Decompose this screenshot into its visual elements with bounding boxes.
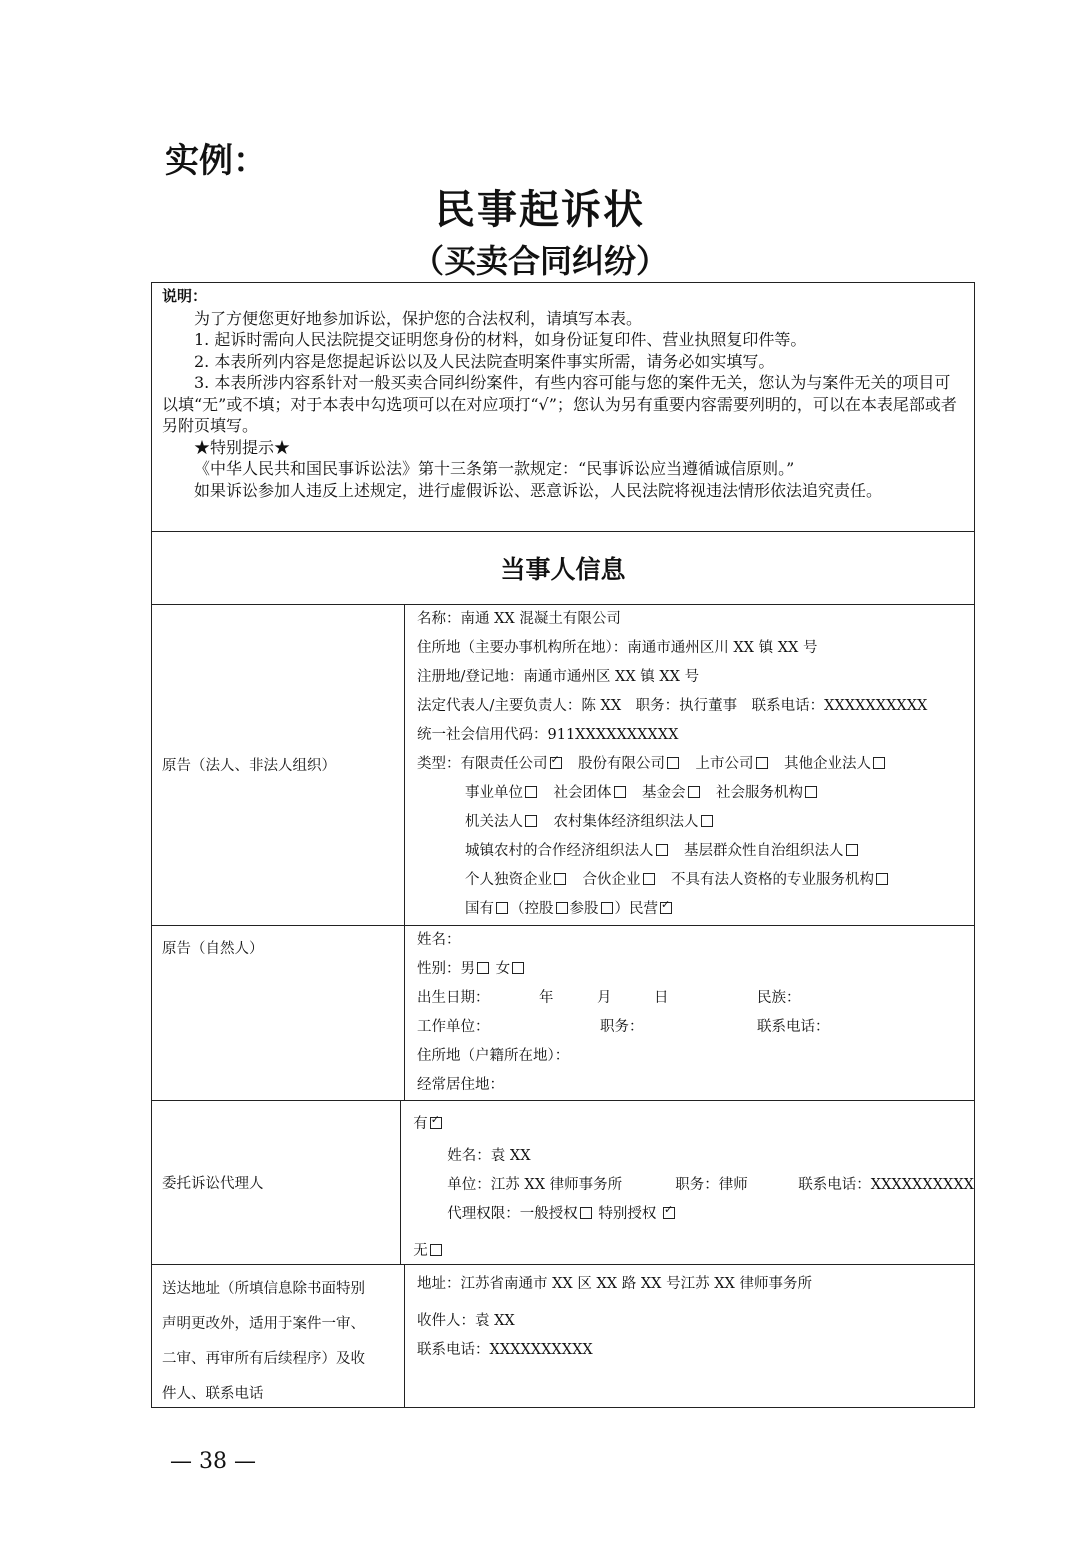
person-employer-line: 工作单位： 职务： 联系电话：: [417, 1019, 830, 1035]
org-type-option-label: 上市公司: [695, 756, 754, 772]
service-phone: 联系电话：XXXXXXXXXX: [417, 1342, 593, 1358]
org-representative: 法定代表人/主要负责人：陈 XX 职务：执行董事 联系电话：XXXXXXXXXX: [417, 698, 928, 714]
special-notice-title: ★特别提示★: [194, 437, 291, 457]
org-type-checkbox[interactable]: [601, 902, 613, 914]
general-authority-checkbox[interactable]: [580, 1207, 592, 1219]
org-type-option-label: 社会团体: [553, 785, 612, 801]
org-type-option[interactable]: [583, 872, 657, 888]
plaintiff-org-label: 原告（法人、非法人组织）: [152, 604, 405, 925]
org-type-checkbox[interactable]: [688, 786, 700, 798]
agent-label: 委托诉讼代理人: [152, 1100, 401, 1264]
org-type-option[interactable]: [465, 872, 568, 888]
plaintiff-person-label: 原告（自然人）: [152, 925, 405, 1100]
org-type-checkbox[interactable]: [556, 902, 568, 914]
org-type-option-label: 参股: [569, 901, 599, 917]
org-type-option-label: 机关法人: [465, 814, 523, 830]
org-type-option-label: 农村集体经济组织法人: [553, 814, 699, 830]
org-type-option-label: 国有: [465, 901, 494, 917]
org-type-checkbox[interactable]: [656, 844, 668, 856]
org-type-option-label: 合伙企业: [582, 872, 641, 888]
org-type-checkbox[interactable]: [496, 902, 508, 914]
org-type-option[interactable]: [784, 756, 887, 772]
female-checkbox[interactable]: [512, 962, 524, 974]
org-registered: 注册地/登记地：南通市通州区 XX 镇 XX 号: [417, 669, 700, 685]
instructions-box: [151, 282, 975, 532]
org-type-checkbox[interactable]: [550, 757, 562, 769]
plaintiff-person-row: [151, 925, 975, 1101]
org-type-checkbox[interactable]: [805, 786, 817, 798]
service-label-line: 送达地址（所填信息除书面特别: [162, 1281, 365, 1297]
org-type-option[interactable]: [465, 843, 670, 859]
org-type-option-label: ）民营: [614, 901, 658, 917]
agent-position: 职务：律师: [675, 1177, 748, 1193]
org-type-option[interactable]: [465, 901, 510, 917]
male-checkbox[interactable]: [477, 962, 489, 974]
document-title: 民事起诉状: [435, 186, 645, 233]
org-type-option-label: 基层群众性自治组织法人: [684, 843, 844, 859]
org-type-option-label: （控股: [510, 901, 554, 917]
org-type-option-label: 其他企业法人: [784, 756, 871, 772]
org-type-option-label: 事业单位: [465, 785, 523, 801]
agent-yes-label: 有: [413, 1116, 428, 1132]
org-type-option[interactable]: [615, 901, 675, 917]
org-type-checkbox[interactable]: [876, 873, 888, 885]
org-type-checkbox[interactable]: [701, 815, 713, 827]
org-type-option-label: 个人独资企业: [465, 872, 552, 888]
instructions-line: 为了方便您更好地参加诉讼，保护您的合法权利，请填写本表。: [194, 308, 643, 328]
org-type-option[interactable]: [578, 756, 681, 772]
instructions-header: 说明：: [162, 287, 208, 305]
org-type-checkbox[interactable]: [873, 757, 885, 769]
person-residence: 住所地（户籍所在地）：: [417, 1048, 570, 1064]
org-type-label: 类型：: [417, 756, 461, 772]
org-type-option-label: 不具有法人资格的专业服务机构: [671, 872, 874, 888]
org-residence: 住所地（主要办事机构所在地）：南通市通州区川 XX 镇 XX 号: [417, 640, 818, 656]
instructions-line: 2. 本表所列内容是您提起诉讼以及人民法院查明案件事实所需，请务必如实填写。: [194, 351, 775, 371]
person-birth-line: 出生日期： 年 月 日 民族：: [417, 990, 801, 1006]
page-number: — 38 —: [170, 1449, 256, 1474]
org-type-checkbox[interactable]: [846, 844, 858, 856]
org-type-checkbox[interactable]: [525, 786, 537, 798]
person-name: 姓名：: [417, 932, 461, 948]
person-habitual: 经常居住地：: [417, 1077, 504, 1093]
org-type-option[interactable]: [671, 872, 890, 888]
agent-row: 委托诉讼代理人 有✓ 姓名：袁 XX 单位：江苏 XX 律师事务所 职务：律师 联系电话：XXXXXXXXXX 代理权限：一般授权 特别授权 ✓ 无: [151, 1100, 975, 1265]
agent-name: 姓名：袁 XX: [447, 1148, 531, 1164]
instructions-line: 如果诉讼参加人违反上述规定，进行虚假诉讼、恶意诉讼，人民法院将视违法情形依法追究责任。: [194, 480, 883, 500]
org-type-option-label: 有限责任公司: [460, 756, 548, 772]
org-type-checkbox[interactable]: [525, 815, 537, 827]
org-type-checkbox[interactable]: [660, 902, 672, 914]
org-type-option[interactable]: [642, 785, 702, 801]
org-type-option[interactable]: [716, 785, 819, 801]
org-name: 名称：南通 XX 混凝土有限公司: [417, 611, 621, 627]
org-type-option[interactable]: [510, 901, 570, 917]
org-type-line: [417, 750, 974, 779]
instructions-line: 1. 起诉时需向人民法院提交证明您身份的材料，如身份证复印件、营业执照复印件等。: [194, 330, 807, 349]
agent-yes-checkbox[interactable]: [430, 1117, 442, 1129]
agent-no-label: 无: [413, 1243, 428, 1259]
org-type-checkbox[interactable]: [756, 757, 768, 769]
org-type-option[interactable]: [461, 756, 564, 772]
service-label-line: 二审、再审所有后续程序）及收: [162, 1351, 365, 1367]
person-gender: 性别：男 女: [417, 955, 974, 984]
agent-no-checkbox[interactable]: [430, 1244, 442, 1256]
org-credit-code: 统一社会信用代码：911XXXXXXXXXX: [417, 727, 679, 743]
agent-unit: 单位：江苏 XX 律师事务所: [447, 1177, 623, 1193]
example-label: 实例：: [165, 141, 267, 181]
org-type-checkbox[interactable]: [667, 757, 679, 769]
org-type-option[interactable]: [570, 901, 615, 917]
org-type-checkbox[interactable]: [614, 786, 626, 798]
org-type-option[interactable]: [465, 814, 539, 830]
service-recipient: 收件人：袁 XX: [417, 1313, 515, 1329]
org-type-option-label: 基金会: [642, 785, 686, 801]
org-type-option[interactable]: [696, 756, 770, 772]
instructions-line: 3. 本表所涉内容系针对一般买卖合同纠纷案件，有些内容可能与您的案件无关，您认为与案件无关的项目可以填“无”或不填；对于本表中勾选项可以在对应项打“√”；您认为另有重要内容需要列明的，可以在本表尾部或者另附页填写。: [162, 373, 957, 435]
service-address: 地址：江苏省南通市 XX 区 XX 路 XX 号江苏 XX 律师事务所: [417, 1276, 812, 1292]
service-address-row: [151, 1264, 975, 1408]
org-type-option-label: 城镇农村的合作经济组织法人: [465, 843, 654, 859]
org-type-option[interactable]: [554, 785, 628, 801]
agent-phone: 联系电话：XXXXXXXXXX: [798, 1177, 974, 1193]
org-type-option-label: 股份有限公司: [578, 756, 665, 772]
org-type-checkbox[interactable]: [554, 873, 566, 885]
instructions-line: 《中华人民共和国民事诉讼法》第十三条第一款规定：“民事诉讼应当遵循诚信原则。”: [194, 459, 795, 478]
org-type-option[interactable]: [465, 785, 539, 801]
service-label-line: 件人、联系电话: [162, 1386, 264, 1402]
plaintiff-org-row: [151, 604, 975, 926]
org-type-option[interactable]: [554, 814, 715, 830]
org-type-checkbox[interactable]: [643, 873, 655, 885]
document-subtitle: （买卖合同纠纷）: [411, 242, 668, 280]
service-label-line: 声明更改外，适用于案件一审、: [162, 1316, 365, 1332]
special-authority-checkbox[interactable]: [663, 1207, 675, 1219]
section-title: 当事人信息: [151, 531, 975, 605]
org-type-option[interactable]: [684, 843, 860, 859]
org-type-option-label: 社会服务机构: [716, 785, 803, 801]
